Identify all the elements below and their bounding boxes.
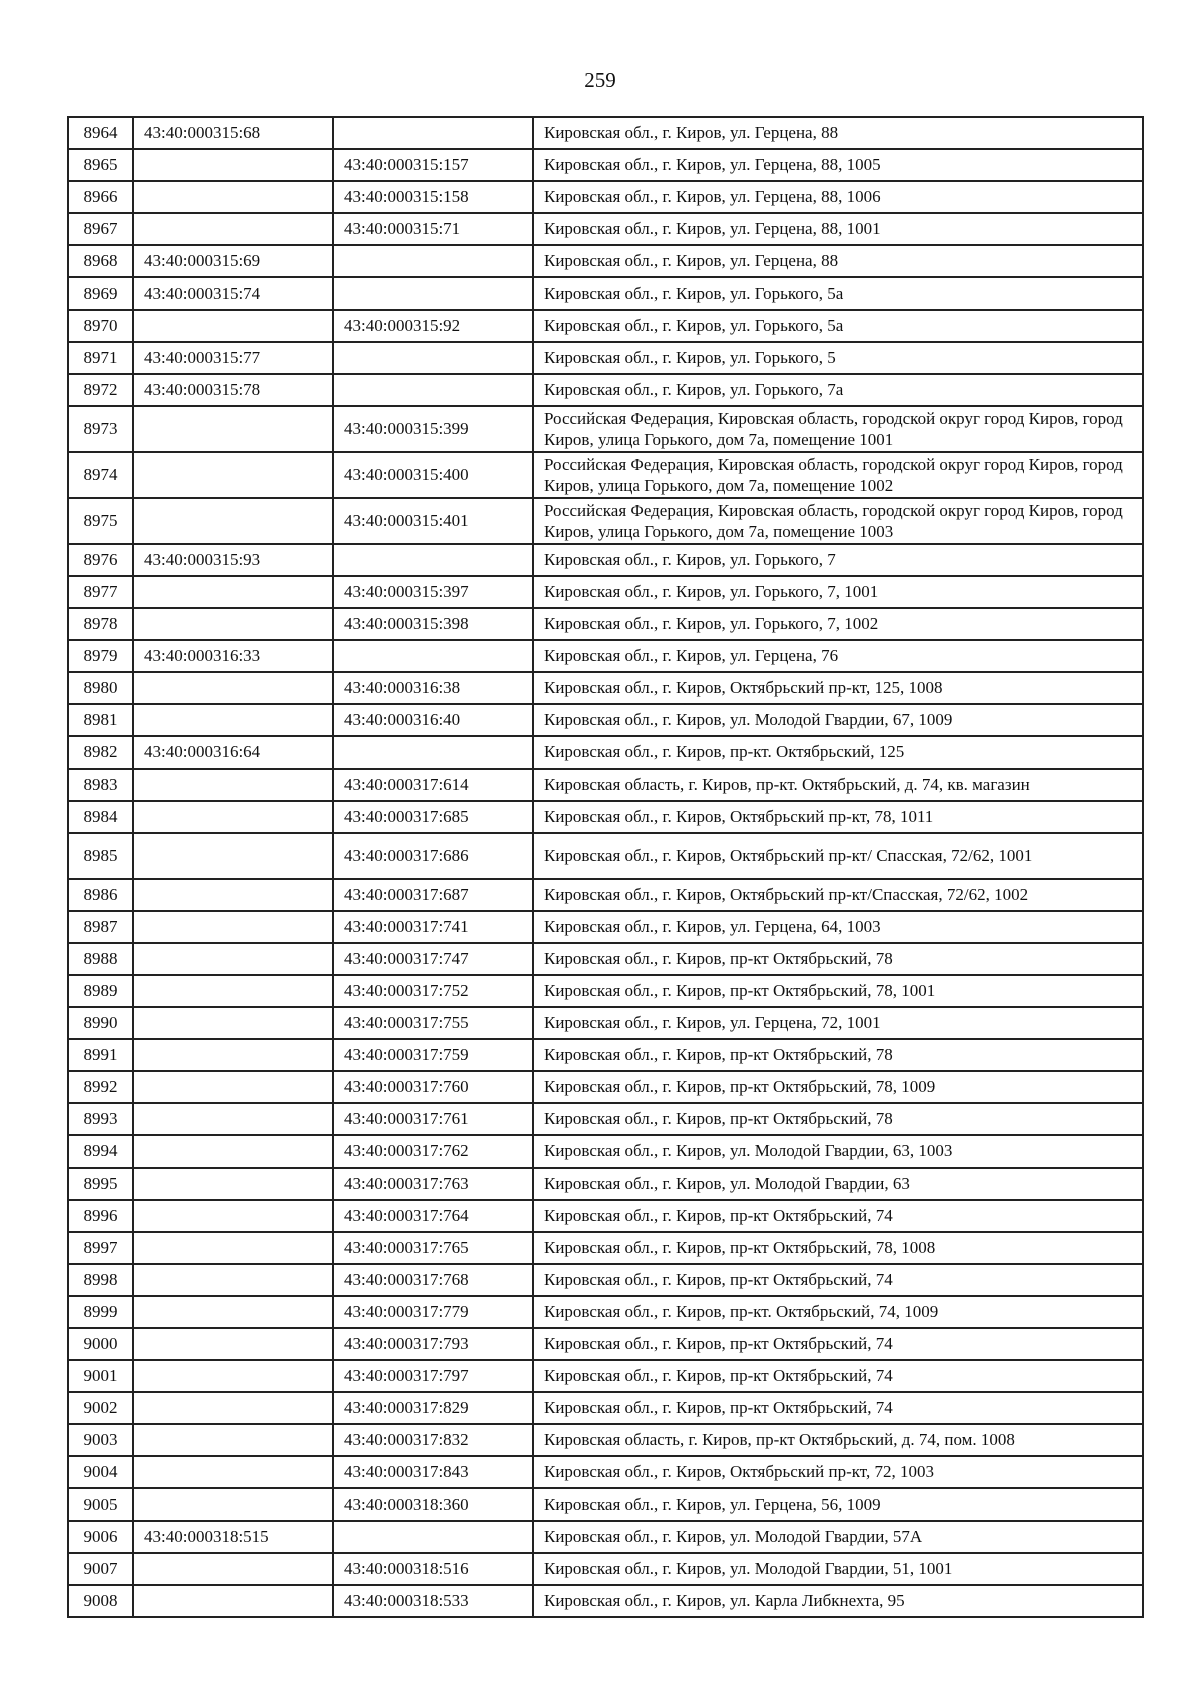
row-number-cell: 8988 (68, 943, 133, 975)
object-cadastral-number-cell: 43:40:000318:360 (333, 1488, 533, 1520)
row-number-cell: 8982 (68, 736, 133, 768)
object-cadastral-number-cell (333, 1521, 533, 1553)
address-cell: Кировская обл., г. Киров, пр-кт. Октябрьский, 125 (533, 736, 1143, 768)
cadastral-number-cell (133, 1553, 333, 1585)
row-number-cell: 9000 (68, 1328, 133, 1360)
address-cell: Кировская обл., г. Киров, ул. Герцена, 88, 1005 (533, 149, 1143, 181)
address-cell: Кировская обл., г. Киров, ул. Герцена, 88 (533, 117, 1143, 149)
cadastral-number-cell (133, 1424, 333, 1456)
row-number-cell: 8974 (68, 452, 133, 498)
row-number-cell: 9008 (68, 1585, 133, 1617)
address-cell: Российская Федерация, Кировская область, городской округ город Киров, город Киров, улица Горького, дом 7а, помещение 1002 (533, 452, 1143, 498)
object-cadastral-number-cell (333, 245, 533, 277)
table-row (68, 277, 1143, 309)
address-cell: Кировская обл., г. Киров, пр-кт Октябрьский, 74 (533, 1392, 1143, 1424)
table-row (68, 1296, 1143, 1328)
row-number-cell: 8999 (68, 1296, 133, 1328)
address-cell: Кировская обл., г. Киров, Октябрьский пр-кт/Спасская, 72/62, 1002 (533, 879, 1143, 911)
table-row (68, 374, 1143, 406)
row-number-cell: 8990 (68, 1007, 133, 1039)
row-number-cell: 8997 (68, 1232, 133, 1264)
row-number-cell: 8984 (68, 801, 133, 833)
row-number-cell: 8980 (68, 672, 133, 704)
row-number-cell: 9002 (68, 1392, 133, 1424)
address-cell: Кировская обл., г. Киров, ул. Герцена, 88 (533, 245, 1143, 277)
row-number-cell: 8978 (68, 608, 133, 640)
object-cadastral-number-cell (333, 640, 533, 672)
table-row (68, 310, 1143, 342)
object-cadastral-number-cell: 43:40:000315:400 (333, 452, 533, 498)
cadastral-number-cell (133, 1200, 333, 1232)
address-cell: Кировская область, г. Киров, пр-кт Октябрьский, д. 74, пом. 1008 (533, 1424, 1143, 1456)
row-number-cell: 8989 (68, 975, 133, 1007)
row-number-cell: 8975 (68, 498, 133, 544)
row-number-cell: 8986 (68, 879, 133, 911)
row-number-cell: 8993 (68, 1103, 133, 1135)
table-row (68, 1488, 1143, 1520)
cadastral-table (67, 116, 1144, 1618)
address-cell: Кировская обл., г. Киров, Октябрьский пр-кт, 78, 1011 (533, 801, 1143, 833)
row-number-cell: 8965 (68, 149, 133, 181)
cadastral-number-cell: 43:40:000316:33 (133, 640, 333, 672)
object-cadastral-number-cell: 43:40:000317:764 (333, 1200, 533, 1232)
address-cell: Кировская обл., г. Киров, ул. Молодой Гвардии, 57А (533, 1521, 1143, 1553)
row-number-cell: 8991 (68, 1039, 133, 1071)
object-cadastral-number-cell: 43:40:000317:685 (333, 801, 533, 833)
cadastral-number-cell (133, 576, 333, 608)
row-number-cell: 9006 (68, 1521, 133, 1553)
object-cadastral-number-cell: 43:40:000317:741 (333, 911, 533, 943)
row-number-cell: 8972 (68, 374, 133, 406)
object-cadastral-number-cell: 43:40:000315:158 (333, 181, 533, 213)
cadastral-number-cell: 43:40:000315:74 (133, 277, 333, 309)
table-row (68, 213, 1143, 245)
cadastral-number-cell (133, 943, 333, 975)
table-row (68, 498, 1143, 544)
cadastral-number-cell: 43:40:000316:64 (133, 736, 333, 768)
object-cadastral-number-cell: 43:40:000318:516 (333, 1553, 533, 1585)
row-number-cell: 8976 (68, 544, 133, 576)
cadastral-number-cell (133, 1007, 333, 1039)
cadastral-number-cell (133, 1488, 333, 1520)
cadastral-number-cell: 43:40:000315:78 (133, 374, 333, 406)
table-row (68, 911, 1143, 943)
cadastral-number-cell (133, 149, 333, 181)
table-row (68, 801, 1143, 833)
table-row (68, 736, 1143, 768)
cadastral-number-cell (133, 1328, 333, 1360)
cadastral-number-cell (133, 498, 333, 544)
table-row (68, 1328, 1143, 1360)
cadastral-number-cell (133, 1360, 333, 1392)
row-number-cell: 8970 (68, 310, 133, 342)
table-row (68, 1039, 1143, 1071)
object-cadastral-number-cell: 43:40:000317:762 (333, 1135, 533, 1167)
table-row (68, 1200, 1143, 1232)
cadastral-number-cell (133, 1456, 333, 1488)
row-number-cell: 8983 (68, 769, 133, 801)
row-number-cell: 8977 (68, 576, 133, 608)
table-row (68, 1168, 1143, 1200)
table-row (68, 943, 1143, 975)
address-cell: Кировская обл., г. Киров, пр-кт Октябрьский, 74 (533, 1264, 1143, 1296)
table-row (68, 1521, 1143, 1553)
table-row (68, 181, 1143, 213)
address-cell: Кировская обл., г. Киров, ул. Горького, 5а (533, 277, 1143, 309)
cadastral-number-cell (133, 1103, 333, 1135)
object-cadastral-number-cell: 43:40:000317:829 (333, 1392, 533, 1424)
table-row (68, 406, 1143, 452)
object-cadastral-number-cell: 43:40:000317:752 (333, 975, 533, 1007)
row-number-cell: 8987 (68, 911, 133, 943)
table-row (68, 833, 1143, 879)
row-number-cell: 8967 (68, 213, 133, 245)
table-row (68, 640, 1143, 672)
object-cadastral-number-cell: 43:40:000316:38 (333, 672, 533, 704)
cadastral-number-cell: 43:40:000315:93 (133, 544, 333, 576)
cadastral-number-cell (133, 1585, 333, 1617)
row-number-cell: 8973 (68, 406, 133, 452)
table-row (68, 544, 1143, 576)
object-cadastral-number-cell: 43:40:000318:533 (333, 1585, 533, 1617)
object-cadastral-number-cell: 43:40:000315:157 (333, 149, 533, 181)
address-cell: Кировская обл., г. Киров, ул. Герцена, 56, 1009 (533, 1488, 1143, 1520)
table-row (68, 342, 1143, 374)
cadastral-number-cell (133, 975, 333, 1007)
cadastral-number-cell (133, 801, 333, 833)
row-number-cell: 8964 (68, 117, 133, 149)
address-cell: Кировская обл., г. Киров, пр-кт Октябрьский, 78 (533, 943, 1143, 975)
address-cell: Кировская обл., г. Киров, ул. Горького, 7 (533, 544, 1143, 576)
row-number-cell: 8992 (68, 1071, 133, 1103)
row-number-cell: 9005 (68, 1488, 133, 1520)
cadastral-number-cell (133, 879, 333, 911)
table-row (68, 1585, 1143, 1617)
address-cell: Кировская обл., г. Киров, пр-кт Октябрьский, 74 (533, 1360, 1143, 1392)
address-cell: Кировская обл., г. Киров, Октябрьский пр-кт/ Спасская, 72/62, 1001 (533, 833, 1143, 879)
table-row (68, 452, 1143, 498)
row-number-cell: 8995 (68, 1168, 133, 1200)
table-row (68, 1007, 1143, 1039)
address-cell: Кировская обл., г. Киров, Октябрьский пр-кт, 125, 1008 (533, 672, 1143, 704)
cadastral-number-cell: 43:40:000315:69 (133, 245, 333, 277)
object-cadastral-number-cell: 43:40:000317:759 (333, 1039, 533, 1071)
cadastral-number-cell (133, 1296, 333, 1328)
address-cell: Кировская обл., г. Киров, пр-кт. Октябрьский, 74, 1009 (533, 1296, 1143, 1328)
address-cell: Кировская обл., г. Киров, ул. Молодой Гвардии, 63, 1003 (533, 1135, 1143, 1167)
table-row (68, 1553, 1143, 1585)
address-cell: Кировская обл., г. Киров, ул. Герцена, 64, 1003 (533, 911, 1143, 943)
table-row (68, 672, 1143, 704)
address-cell: Кировская обл., г. Киров, пр-кт Октябрьский, 78 (533, 1039, 1143, 1071)
object-cadastral-number-cell (333, 342, 533, 374)
table-row (68, 704, 1143, 736)
address-cell: Кировская обл., г. Киров, ул. Герцена, 72, 1001 (533, 1007, 1143, 1039)
object-cadastral-number-cell (333, 544, 533, 576)
object-cadastral-number-cell: 43:40:000317:747 (333, 943, 533, 975)
cadastral-number-cell (133, 1039, 333, 1071)
page-number: 259 (584, 68, 616, 92)
address-cell: Кировская область, г. Киров, пр-кт. Октябрьский, д. 74, кв. магазин (533, 769, 1143, 801)
table-body (68, 117, 1143, 1617)
object-cadastral-number-cell: 43:40:000317:614 (333, 769, 533, 801)
address-cell: Кировская обл., г. Киров, пр-кт Октябрьский, 74 (533, 1328, 1143, 1360)
table-row (68, 1360, 1143, 1392)
address-cell: Кировская обл., г. Киров, пр-кт Октябрьский, 74 (533, 1200, 1143, 1232)
object-cadastral-number-cell: 43:40:000315:401 (333, 498, 533, 544)
address-cell: Кировская обл., г. Киров, ул. Карла Либкнехта, 95 (533, 1585, 1143, 1617)
table-row (68, 245, 1143, 277)
object-cadastral-number-cell (333, 736, 533, 768)
object-cadastral-number-cell: 43:40:000315:92 (333, 310, 533, 342)
cadastral-number-cell (133, 1392, 333, 1424)
table-row (68, 1392, 1143, 1424)
row-number-cell: 8979 (68, 640, 133, 672)
cadastral-number-cell (133, 1168, 333, 1200)
object-cadastral-number-cell: 43:40:000317:793 (333, 1328, 533, 1360)
cadastral-number-cell (133, 1264, 333, 1296)
object-cadastral-number-cell: 43:40:000315:399 (333, 406, 533, 452)
cadastral-number-cell (133, 911, 333, 943)
address-cell: Кировская обл., г. Киров, пр-кт Октябрьский, 78, 1009 (533, 1071, 1143, 1103)
object-cadastral-number-cell: 43:40:000315:398 (333, 608, 533, 640)
object-cadastral-number-cell: 43:40:000317:761 (333, 1103, 533, 1135)
cadastral-number-cell (133, 1071, 333, 1103)
cadastral-number-cell: 43:40:000315:77 (133, 342, 333, 374)
table-row (68, 1424, 1143, 1456)
object-cadastral-number-cell: 43:40:000317:687 (333, 879, 533, 911)
cadastral-number-cell (133, 181, 333, 213)
object-cadastral-number-cell: 43:40:000317:763 (333, 1168, 533, 1200)
row-number-cell: 8966 (68, 181, 133, 213)
object-cadastral-number-cell: 43:40:000315:71 (333, 213, 533, 245)
row-number-cell: 8985 (68, 833, 133, 879)
cadastral-number-cell: 43:40:000315:68 (133, 117, 333, 149)
object-cadastral-number-cell: 43:40:000317:686 (333, 833, 533, 879)
address-cell: Кировская обл., г. Киров, ул. Горького, 7а (533, 374, 1143, 406)
object-cadastral-number-cell: 43:40:000317:760 (333, 1071, 533, 1103)
address-cell: Кировская обл., г. Киров, пр-кт Октябрьский, 78, 1001 (533, 975, 1143, 1007)
table-row (68, 975, 1143, 1007)
cadastral-number-cell (133, 213, 333, 245)
cadastral-number-cell (133, 672, 333, 704)
row-number-cell: 8981 (68, 704, 133, 736)
address-cell: Кировская обл., г. Киров, ул. Горького, 7, 1001 (533, 576, 1143, 608)
address-cell: Российская Федерация, Кировская область, городской округ город Киров, город Киров, улица Горького, дом 7а, помещение 1003 (533, 498, 1143, 544)
row-number-cell: 8968 (68, 245, 133, 277)
object-cadastral-number-cell: 43:40:000317:765 (333, 1232, 533, 1264)
address-cell: Кировская обл., г. Киров, Октябрьский пр-кт, 72, 1003 (533, 1456, 1143, 1488)
table-row (68, 1071, 1143, 1103)
object-cadastral-number-cell: 43:40:000315:397 (333, 576, 533, 608)
cadastral-number-cell: 43:40:000318:515 (133, 1521, 333, 1553)
table-row (68, 149, 1143, 181)
object-cadastral-number-cell: 43:40:000317:797 (333, 1360, 533, 1392)
object-cadastral-number-cell: 43:40:000317:768 (333, 1264, 533, 1296)
table-row (68, 1103, 1143, 1135)
cadastral-number-cell (133, 406, 333, 452)
cadastral-number-cell (133, 833, 333, 879)
address-cell: Кировская обл., г. Киров, пр-кт Октябрьский, 78, 1008 (533, 1232, 1143, 1264)
cadastral-number-cell (133, 608, 333, 640)
row-number-cell: 8971 (68, 342, 133, 374)
address-cell: Кировская обл., г. Киров, пр-кт Октябрьский, 78 (533, 1103, 1143, 1135)
table-row (68, 769, 1143, 801)
cadastral-number-cell (133, 769, 333, 801)
row-number-cell: 9001 (68, 1360, 133, 1392)
row-number-cell: 9004 (68, 1456, 133, 1488)
address-cell: Кировская обл., г. Киров, ул. Молодой Гвардии, 67, 1009 (533, 704, 1143, 736)
table-row (68, 1456, 1143, 1488)
object-cadastral-number-cell: 43:40:000316:40 (333, 704, 533, 736)
table-row (68, 1135, 1143, 1167)
object-cadastral-number-cell (333, 277, 533, 309)
object-cadastral-number-cell: 43:40:000317:843 (333, 1456, 533, 1488)
address-cell: Кировская обл., г. Киров, ул. Молодой Гвардии, 63 (533, 1168, 1143, 1200)
row-number-cell: 8969 (68, 277, 133, 309)
object-cadastral-number-cell: 43:40:000317:779 (333, 1296, 533, 1328)
cadastral-number-cell (133, 1232, 333, 1264)
table-row (68, 608, 1143, 640)
object-cadastral-number-cell: 43:40:000317:832 (333, 1424, 533, 1456)
address-cell: Кировская обл., г. Киров, ул. Горького, 5а (533, 310, 1143, 342)
table-row (68, 117, 1143, 149)
object-cadastral-number-cell (333, 117, 533, 149)
object-cadastral-number-cell (333, 374, 533, 406)
cadastral-number-cell (133, 704, 333, 736)
table-row (68, 879, 1143, 911)
cadastral-number-cell (133, 1135, 333, 1167)
address-cell: Кировская обл., г. Киров, ул. Герцена, 88, 1006 (533, 181, 1143, 213)
address-cell: Кировская обл., г. Киров, ул. Горького, 5 (533, 342, 1143, 374)
address-cell: Кировская обл., г. Киров, ул. Герцена, 88, 1001 (533, 213, 1143, 245)
table-row (68, 1232, 1143, 1264)
address-cell: Кировская обл., г. Киров, ул. Горького, 7, 1002 (533, 608, 1143, 640)
table-row (68, 1264, 1143, 1296)
cadastral-number-cell (133, 310, 333, 342)
table-row (68, 576, 1143, 608)
cadastral-number-cell (133, 452, 333, 498)
row-number-cell: 8994 (68, 1135, 133, 1167)
row-number-cell: 9003 (68, 1424, 133, 1456)
row-number-cell: 9007 (68, 1553, 133, 1585)
address-cell: Кировская обл., г. Киров, ул. Молодой Гвардии, 51, 1001 (533, 1553, 1143, 1585)
address-cell: Кировская обл., г. Киров, ул. Герцена, 76 (533, 640, 1143, 672)
row-number-cell: 8998 (68, 1264, 133, 1296)
object-cadastral-number-cell: 43:40:000317:755 (333, 1007, 533, 1039)
address-cell: Российская Федерация, Кировская область, городской округ город Киров, город Киров, улица Горького, дом 7а, помещение 1001 (533, 406, 1143, 452)
row-number-cell: 8996 (68, 1200, 133, 1232)
